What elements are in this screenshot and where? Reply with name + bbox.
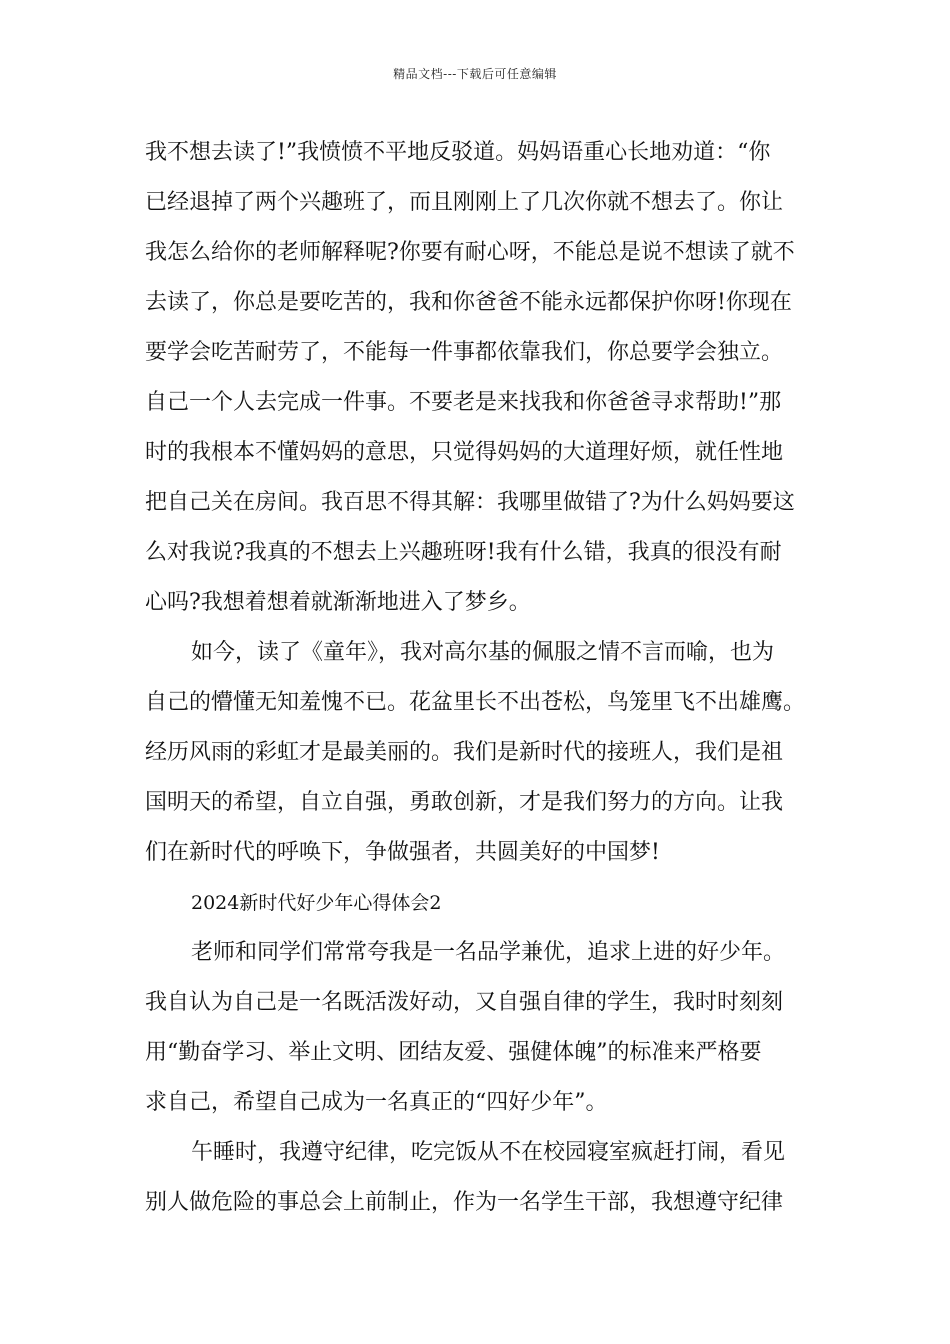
text-line: 自己的懵懂无知羞愧不已。花盆里长不出苍松，鸟笼里飞不出雄鹰。 (145, 690, 806, 715)
paragraph-start-line: 老师和同学们常常夸我是一名品学兼优，追求上进的好少年。 (191, 940, 786, 965)
text-line: 别人做危险的事总会上前制止，作为一名学生干部，我想遵守纪律 (145, 1190, 784, 1215)
text-line: 求自己，希望自己成为一名真正的“四好少年”。 (145, 1090, 608, 1115)
text-line: 我不想去读了!”我愤愤不平地反驳道。妈妈语重心长地劝道：“你 (145, 140, 771, 165)
paragraph-start-line: 午睡时，我遵守纪律，吃完饭从不在校园寝室疯赶打闹，看见 (191, 1140, 786, 1165)
text-line: 么对我说?我真的不想去上兴趣班呀!我有什么错，我真的很没有耐 (145, 540, 782, 565)
text-line: 国明天的希望，自立自强，勇敢创新，才是我们努力的方向。让我 (145, 790, 784, 815)
text-line: 我怎么给你的老师解释呢?你要有耐心呀，不能总是说不想读了就不 (145, 240, 795, 265)
text-line: 经历风雨的彩虹才是最美丽的。我们是新时代的接班人，我们是祖 (145, 740, 784, 765)
text-line: 我自认为自己是一名既活泼好动，又自强自律的学生，我时时刻刻 (145, 990, 784, 1015)
page-header: 精品文档---下载后可任意编辑 (393, 67, 557, 81)
text-line: 们在新时代的呼唤下，争做强者，共圆美好的中国梦! (145, 840, 660, 865)
text-line: 已经退掉了两个兴趣班了，而且刚刚上了几次你就不想去了。你让 (145, 190, 784, 215)
text-line: 时的我根本不懂妈妈的意思，只觉得妈妈的大道理好烦，就任性地 (145, 440, 784, 465)
section-title: 2024新时代好少年心得体会2 (191, 892, 442, 914)
text-line: 把自己关在房间。我百思不得其解：我哪里做错了?为什么妈妈要这 (145, 490, 795, 515)
text-line: 去读了，你总是要吃苦的，我和你爸爸不能永远都保护你呀!你现在 (145, 290, 792, 315)
text-line: 要学会吃苦耐劳了，不能每一件事都依靠我们，你总要学会独立。 (145, 340, 784, 365)
paragraph-start-line: 如今，读了《童年》，我对高尔基的佩服之情不言而喻，也为 (191, 640, 775, 665)
text-line: 自己一个人去完成一件事。不要老是来找我和你爸爸寻求帮助!”那 (145, 390, 782, 415)
text-line: 心吗?我想着想着就渐渐地进入了梦乡。 (145, 590, 531, 615)
text-line: 用“勤奋学习、举止文明、团结友爱、强健体魄”的标准来严格要 (145, 1040, 762, 1065)
document-body (145, 128, 825, 1228)
